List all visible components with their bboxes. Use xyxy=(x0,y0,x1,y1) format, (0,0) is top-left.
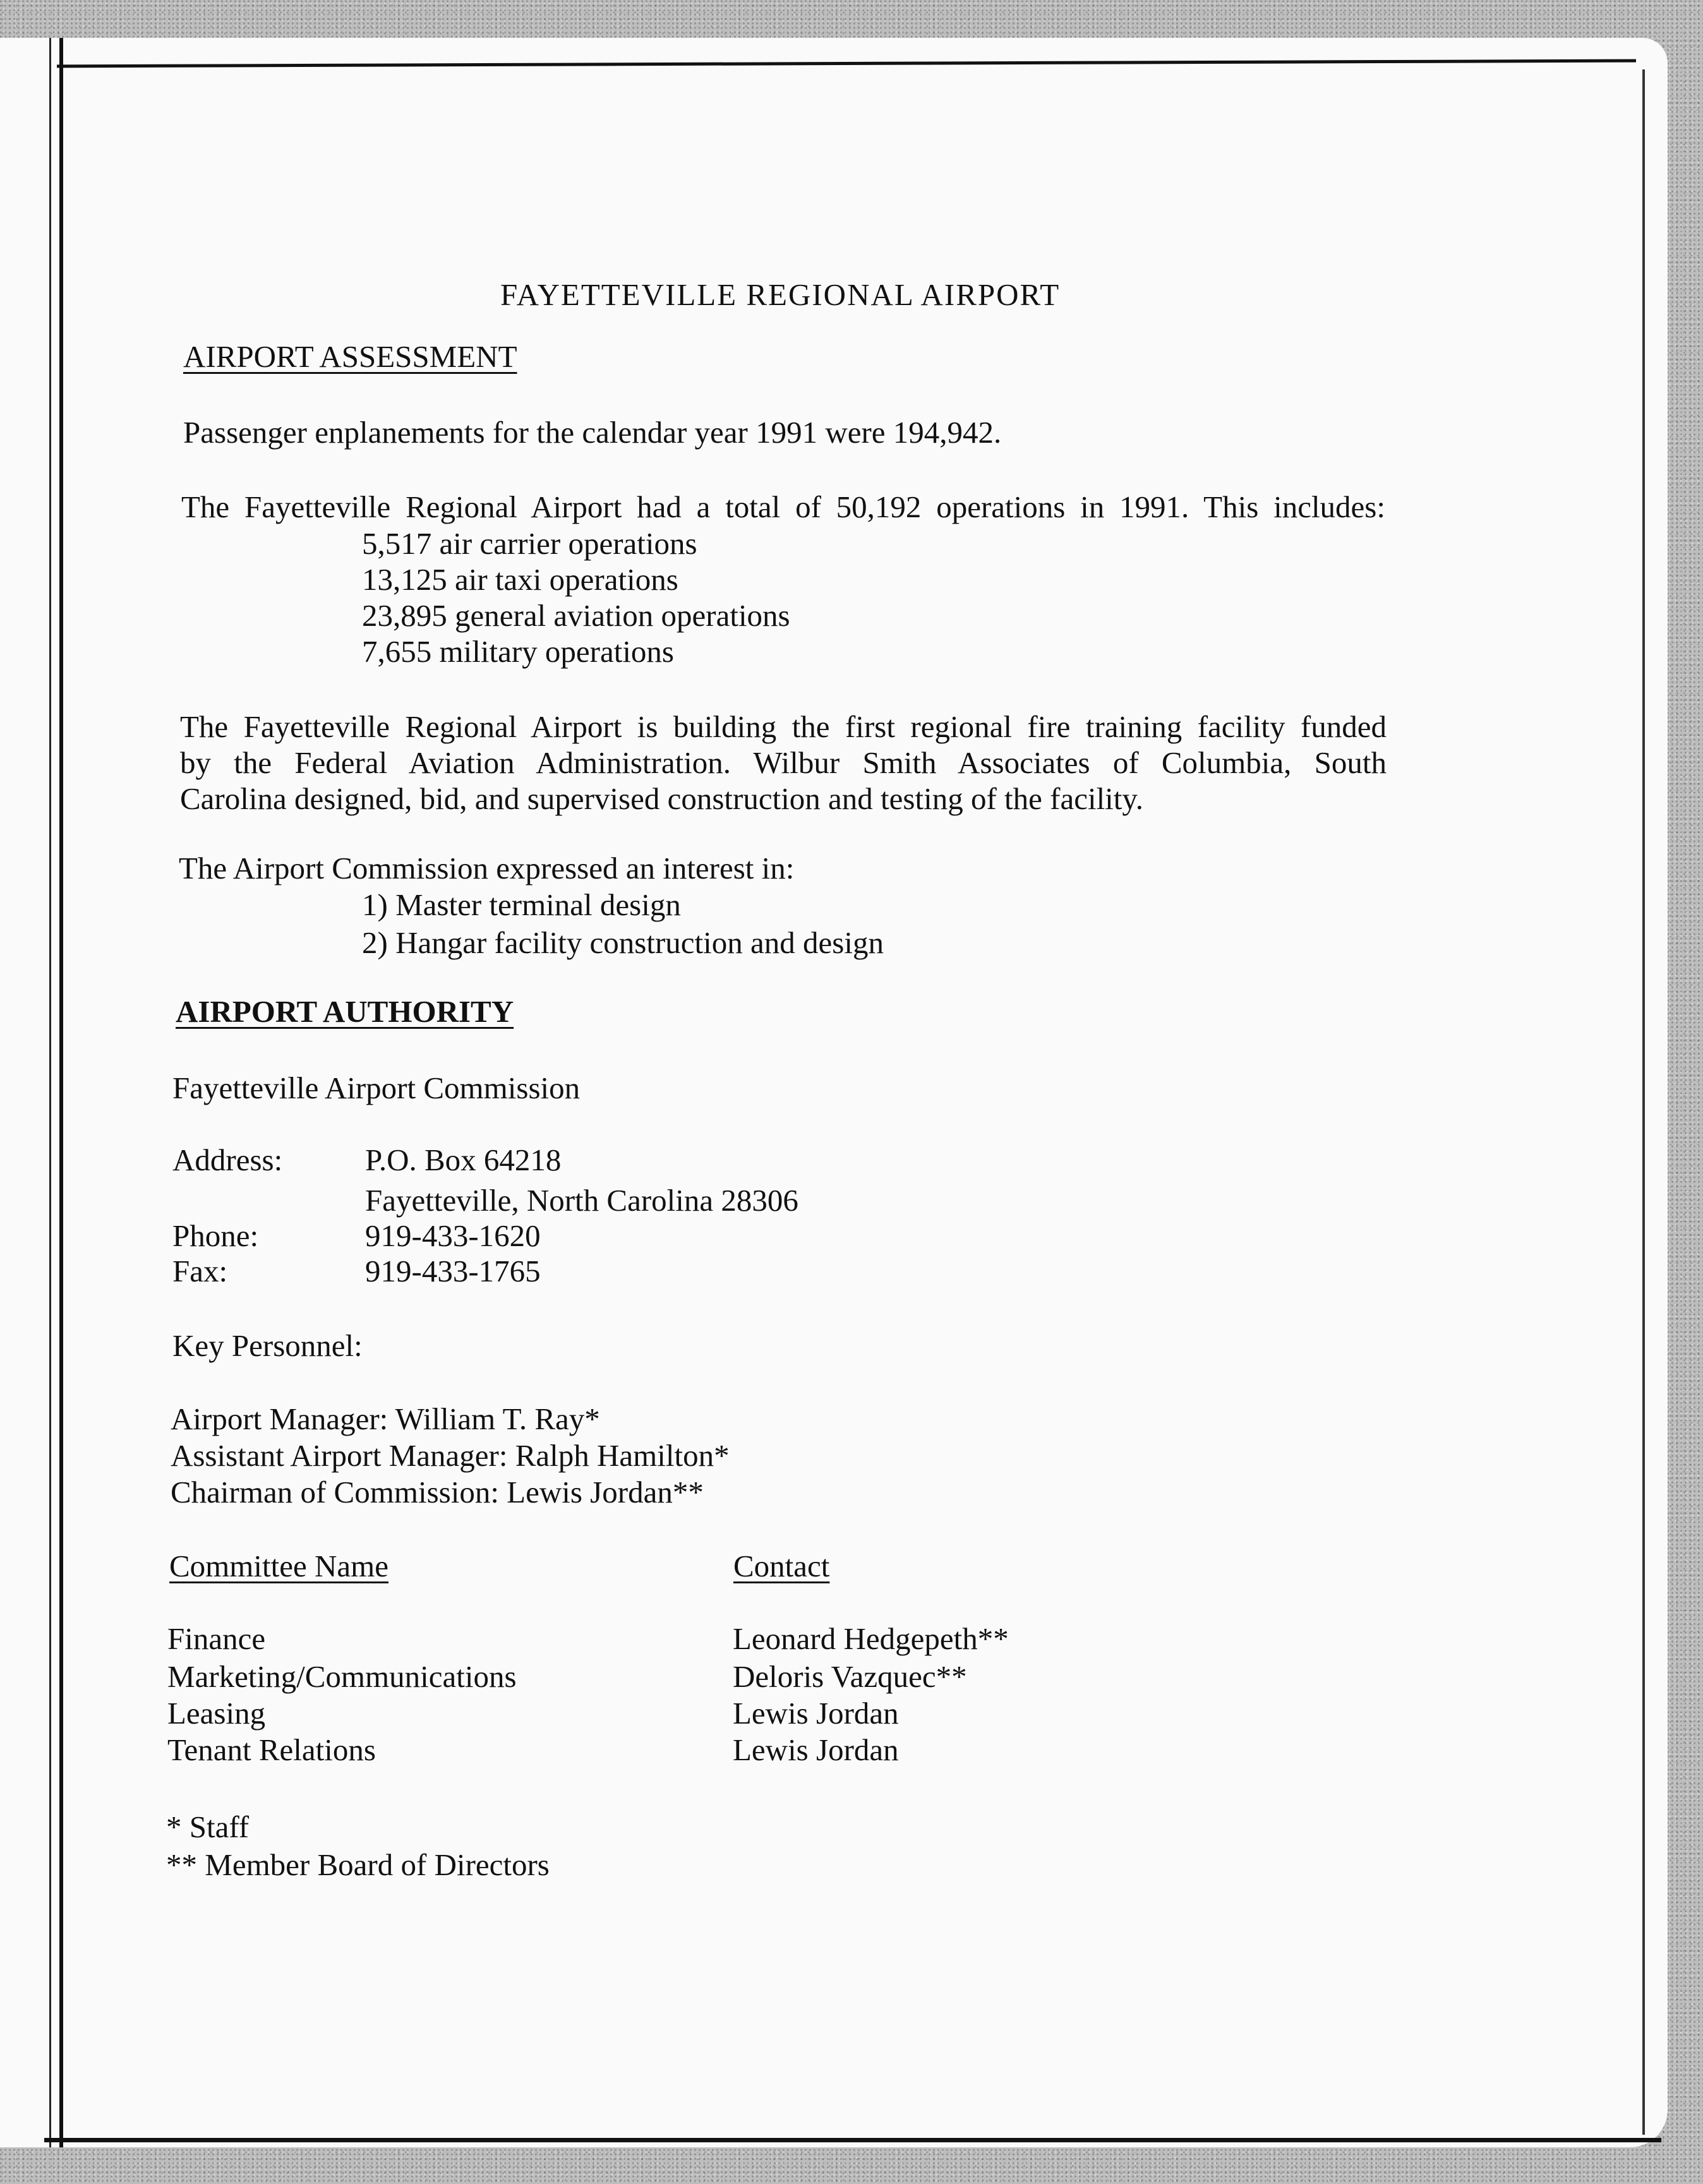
committee-name-header: Committee Name xyxy=(169,1549,388,1583)
interest-item: 2) Hangar facility construction and design xyxy=(362,925,884,960)
operations-item: 7,655 military operations xyxy=(362,634,674,669)
operations-intro: The Fayetteville Regional Airport had a total of 50,192 operations in 1991. This includes: xyxy=(181,489,1385,524)
operations-item: 23,895 general aviation operations xyxy=(362,598,790,633)
key-personnel-label: Key Personnel: xyxy=(172,1328,363,1363)
phone-label: Phone: xyxy=(172,1218,259,1253)
fax-number: 919-433-1765 xyxy=(365,1254,541,1288)
document-title: FAYETTEVILLE REGIONAL AIRPORT xyxy=(500,277,1061,312)
footnote: * Staff xyxy=(166,1809,250,1844)
enplanements-text: Passenger enplanements for the calendar year 1991 were 194,942. xyxy=(183,415,1002,450)
fire-training-line: by the Federal Aviation Administration. Wilbur Smith Associates of Columbia, South xyxy=(180,745,1387,780)
fax-label: Fax: xyxy=(172,1254,228,1288)
operations-item: 5,517 air carrier operations xyxy=(362,526,697,561)
address-line: P.O. Box 64218 xyxy=(365,1143,562,1177)
committee-name: Tenant Relations xyxy=(167,1732,376,1767)
committee-contact: Lewis Jordan xyxy=(733,1732,899,1767)
phone-number: 919-433-1620 xyxy=(365,1218,541,1253)
personnel-entry: Airport Manager: William T. Ray* xyxy=(171,1401,600,1436)
personnel-entry: Chairman of Commission: Lewis Jordan** xyxy=(171,1475,704,1509)
fire-training-line: Carolina designed, bid, and supervised construction and testing of the facility. xyxy=(180,781,1143,816)
contact-header: Contact xyxy=(733,1549,830,1583)
address-label: Address: xyxy=(172,1143,283,1177)
interest-item: 1) Master terminal design xyxy=(362,887,681,922)
committee-contact: Deloris Vazquec** xyxy=(733,1659,967,1694)
footnote: ** Member Board of Directors xyxy=(166,1847,550,1882)
committee-name: Marketing/Communications xyxy=(167,1659,517,1694)
committee-name: Finance xyxy=(167,1621,266,1656)
authority-name: Fayetteville Airport Commission xyxy=(172,1071,581,1105)
operations-item: 13,125 air taxi operations xyxy=(362,562,678,597)
authority-heading: AIRPORT AUTHORITY xyxy=(176,994,514,1029)
committee-name: Leasing xyxy=(167,1696,266,1731)
address-line: Fayetteville, North Carolina 28306 xyxy=(365,1183,798,1218)
committee-contact: Leonard Hedgepeth** xyxy=(733,1621,1009,1656)
committee-contact: Lewis Jordan xyxy=(733,1696,899,1731)
commission-interest-text: The Airport Commission expressed an interest in: xyxy=(179,851,795,885)
fire-training-line: The Fayetteville Regional Airport is building the first regional fire training facility funded xyxy=(180,709,1387,744)
assessment-heading: AIRPORT ASSESSMENT xyxy=(183,339,517,374)
personnel-entry: Assistant Airport Manager: Ralph Hamilton* xyxy=(171,1438,730,1473)
